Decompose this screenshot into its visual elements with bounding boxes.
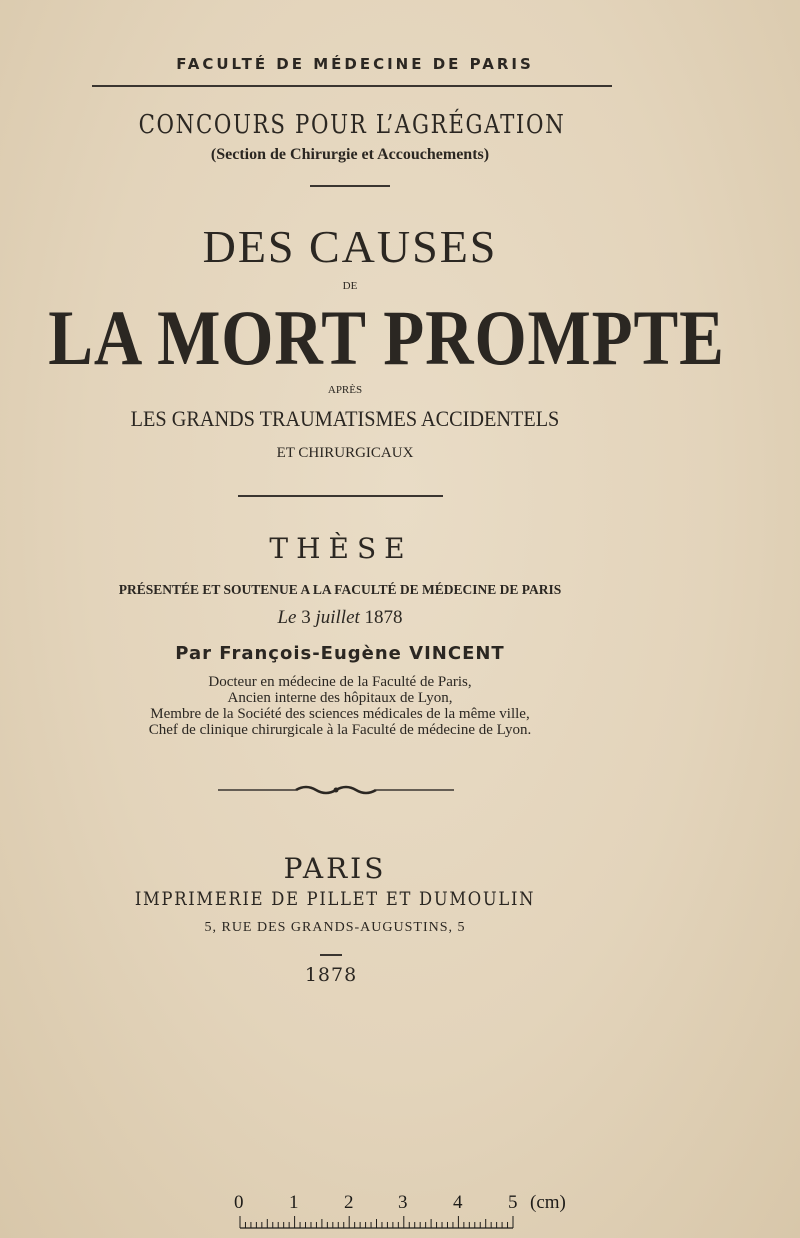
scale-label: 4 [453,1192,463,1213]
date-month: juillet [315,607,360,628]
title-line5: ET CHIRURGICAUX [276,445,414,461]
credential-line: Membre de la Société des sciences médicales de la même ville, [150,706,530,722]
title-line1: DES CAUSES [202,221,498,272]
faculty-header: FACULTÉ DE MÉDECINE DE PARIS [176,55,534,73]
ornament-divider [216,780,456,800]
title-apres: APRÈS [327,384,363,396]
credential-line: Chef de clinique chirurgicale à la Faculté de médecine de Lyon. [148,722,532,738]
scale-ruler [236,1214,520,1230]
scale-label: 0 [234,1192,244,1213]
imprint-printer: IMPRIMERIE DE PILLET ET DUMOULIN [134,888,536,910]
imprint-address: 5, RUE DES GRANDS-AUGUSTINS, 5 [204,920,466,935]
scale-unit: (cm) [530,1192,566,1213]
title-line4: LES GRANDS TRAUMATISMES ACCIDENTELS [130,406,560,431]
date-year: 1878 [364,607,403,628]
imprint-year: 1878 [304,964,358,986]
title-main: LA MORT PROMPTE [48,294,725,381]
scale-label: 1 [289,1192,299,1213]
section-subtitle: (Section de Chirurgie et Accouchements) [210,146,490,163]
thesis-date [0,607,680,629]
date-prefix: Le [277,607,297,628]
divider-short [310,185,390,187]
title-de: DE [342,280,358,292]
scale-labels [228,1192,588,1216]
credential-line: Docteur en médecine de la Faculté de Paris, [208,674,472,690]
date-day: 3 [301,607,311,628]
thesis-presented: PRÉSENTÉE ET SOUTENUE A LA FACULTÉ DE MÉDECINE DE PARIS [118,582,562,597]
divider-tiny [320,954,342,956]
competition-title: CONCOURS POUR L’AGRÉGATION [138,110,566,140]
thesis-author: Par François-Eugène VINCENT [175,643,505,664]
scale-label: 5 [508,1192,518,1213]
imprint-city: PARIS [283,852,387,885]
divider-mid [238,495,443,497]
thesis-heading: THÈSE [269,532,413,565]
header-rule [92,85,612,87]
scale-label: 2 [344,1192,354,1213]
credential-line: Ancien interne des hôpitaux de Lyon, [227,690,453,706]
scale-label: 3 [398,1192,408,1213]
